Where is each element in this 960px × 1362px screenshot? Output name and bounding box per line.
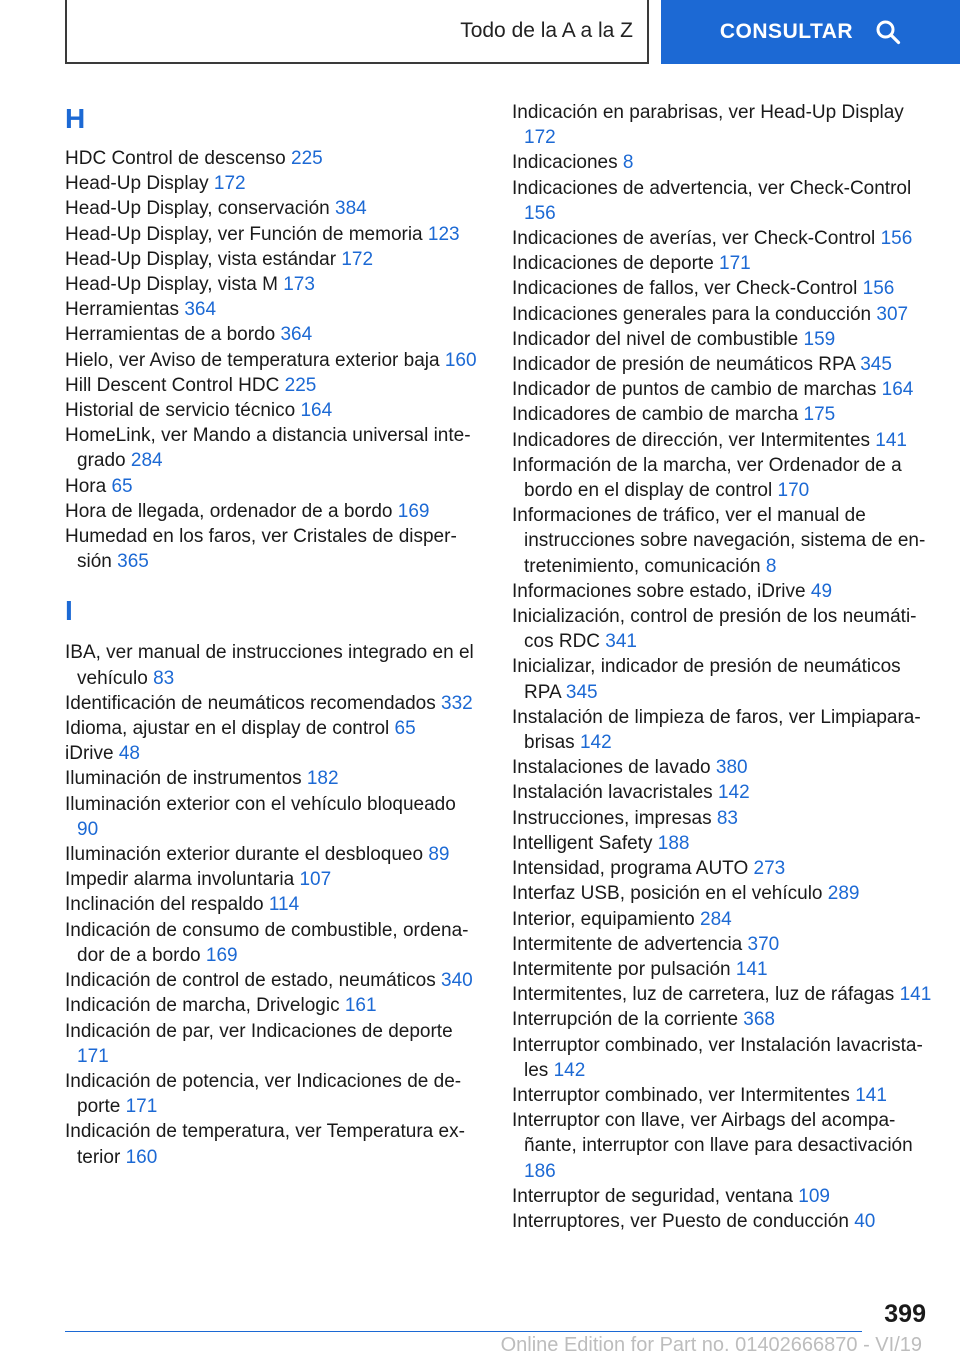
index-entry xyxy=(65,499,480,524)
index-entry xyxy=(512,1108,932,1184)
index-entry xyxy=(65,918,480,968)
section-letter: I xyxy=(65,595,73,627)
edition-footer: Online Edition for Part no. 01402666870 - VI/19 xyxy=(500,1334,922,1356)
index-entry xyxy=(65,322,480,347)
entry-text: Interruptor con llave, ver Airbags del acompañante, interruptor con llave para desactivación xyxy=(512,1110,913,1157)
page-link[interactable]: 141 xyxy=(875,429,907,451)
index-entry xyxy=(65,716,480,741)
index-entry xyxy=(512,806,932,831)
page-link[interactable]: 370 xyxy=(747,933,780,955)
page-link[interactable]: 89 xyxy=(428,844,450,866)
page-link[interactable]: 284 xyxy=(700,908,732,930)
entry-text: Instalación lavacristales xyxy=(512,782,713,804)
entry-text: Interior, equipamiento xyxy=(512,908,695,930)
page-link[interactable]: 83 xyxy=(153,667,175,689)
index-entry xyxy=(512,1184,932,1209)
page-link[interactable]: 114 xyxy=(268,894,300,916)
page-link[interactable]: 186 xyxy=(524,1160,556,1182)
page-link[interactable]: 141 xyxy=(855,1084,887,1106)
page-link[interactable]: 225 xyxy=(291,148,323,169)
page-link[interactable]: 345 xyxy=(565,681,598,703)
entry-text: Indicadores de cambio de marcha xyxy=(512,404,799,426)
page-link[interactable]: 83 xyxy=(716,807,738,829)
index-entry xyxy=(65,398,480,423)
index-entry xyxy=(512,1083,932,1108)
index-entry xyxy=(512,907,932,932)
page-link[interactable]: 332 xyxy=(441,692,473,714)
page-link[interactable]: 365 xyxy=(117,551,149,573)
entry-text: Interruptor combinado, ver Instalación lavacristales xyxy=(512,1034,923,1081)
index-entry xyxy=(65,373,480,398)
entry-text: Indicaciones xyxy=(512,152,618,174)
entry-text: Información de la marcha, ver Ordenador de a bordo en el display de control xyxy=(512,454,902,502)
entry-text: Interruptor de seguridad, ventana xyxy=(512,1185,793,1207)
index-entry xyxy=(512,428,932,453)
entry-text: Indicación en parabrisas, ver Head-Up Display xyxy=(512,102,904,123)
entry-text: Indicadores de dirección, ver Intermitentes xyxy=(512,429,871,451)
entry-text: Inicializar, indicador de presión de neumáticos RPA xyxy=(512,656,901,703)
entry-text: Informaciones de tráfico, ver el manual de instrucciones sobre navegación, sistema de entretenimiento, comunicación xyxy=(512,505,926,577)
entry-text: Instalaciones de lavado xyxy=(512,757,711,779)
page-link[interactable]: 156 xyxy=(862,278,895,300)
page-link[interactable]: 159 xyxy=(803,328,836,350)
entry-text: Herramientas de a bordo xyxy=(65,324,276,346)
index-entry xyxy=(65,146,480,171)
index-entry xyxy=(512,1033,932,1083)
page-link[interactable]: 225 xyxy=(284,374,317,396)
footer-divider xyxy=(65,1331,862,1332)
entry-text: Interrupción de la corriente xyxy=(512,1009,739,1031)
page-link[interactable]: 156 xyxy=(524,202,556,224)
page-link[interactable]: 182 xyxy=(306,768,339,790)
index-entry xyxy=(512,831,932,856)
page-link[interactable]: 172 xyxy=(524,127,556,149)
entry-text: Idioma, ajustar en el display de control xyxy=(65,718,390,740)
page-link[interactable]: 173 xyxy=(283,274,315,296)
entry-text: Indicación de potencia, ver Indicaciones de deporte xyxy=(65,1070,462,1118)
entry-text: Hill Descent Control HDC xyxy=(65,374,280,396)
entry-text: Indicador de puntos de cambio de marchas xyxy=(512,379,877,401)
entry-text: Indicaciones de deporte xyxy=(512,253,714,275)
page-link[interactable]: 164 xyxy=(300,400,333,422)
page-link[interactable]: 171 xyxy=(125,1096,158,1118)
index-entry xyxy=(512,453,932,503)
index-entry xyxy=(65,691,480,716)
index-entry xyxy=(512,957,932,982)
page-link[interactable]: 160 xyxy=(125,1146,158,1168)
page-link[interactable]: 49 xyxy=(810,580,833,602)
page-link[interactable]: 160 xyxy=(444,349,477,371)
index-entry xyxy=(512,881,932,906)
entry-text: Informaciones sobre estado, iDrive xyxy=(512,580,806,602)
page-link[interactable]: 384 xyxy=(335,198,367,220)
entry-text: Head-Up Display, conservación xyxy=(65,198,330,220)
page-link[interactable]: 8 xyxy=(622,152,634,174)
page-link[interactable]: 364 xyxy=(184,299,217,321)
index-entry xyxy=(65,1069,480,1119)
entry-text: Inicialización, control de presión de los neumáticos RDC xyxy=(512,606,917,653)
page-link[interactable]: 161 xyxy=(344,995,377,1017)
entry-text: Indicación de par, ver Indicaciones de deporte xyxy=(65,1020,453,1042)
entry-text: Hora xyxy=(65,475,107,497)
entry-text: Iluminación de instrumentos xyxy=(65,768,302,790)
consult-label: CONSULTAR xyxy=(719,20,854,43)
page-link[interactable]: 289 xyxy=(827,883,860,905)
entry-text: Head-Up Display, vista M xyxy=(65,274,278,296)
page-link[interactable]: 109 xyxy=(798,1185,830,1207)
entry-text: Head-Up Display, vista estándar xyxy=(65,248,337,270)
entry-text: Head-Up Display xyxy=(65,173,209,195)
entry-text: IBA, ver manual de instrucciones integrado en el vehículo xyxy=(65,642,474,689)
index-entry xyxy=(512,176,932,226)
entry-text: Indicador del nivel de combustible xyxy=(512,328,799,350)
page-link[interactable]: 164 xyxy=(881,379,914,401)
index-entry xyxy=(65,867,480,892)
index-entry xyxy=(512,402,932,427)
az-index-tab[interactable] xyxy=(65,0,649,64)
page-link[interactable]: 380 xyxy=(715,757,748,779)
page-link[interactable]: 48 xyxy=(118,743,140,765)
index-entry xyxy=(65,222,480,247)
index-entry xyxy=(512,276,932,301)
index-entry xyxy=(512,705,932,755)
page-link[interactable]: 170 xyxy=(777,480,810,502)
page-link[interactable]: 172 xyxy=(213,173,246,195)
page-link[interactable]: 107 xyxy=(299,869,332,891)
index-entry xyxy=(65,247,480,272)
index-entry xyxy=(65,640,480,690)
entry-text: Intensidad, programa AUTO xyxy=(512,858,749,880)
index-entry xyxy=(65,196,480,221)
entry-text: Hora de llegada, ordenador de a bordo xyxy=(65,500,393,522)
index-entry xyxy=(512,982,932,1007)
index-entry xyxy=(65,842,480,867)
index-entry xyxy=(65,1019,480,1069)
index-entry xyxy=(65,1119,480,1169)
index-entry xyxy=(512,100,932,150)
index-entry xyxy=(512,755,932,780)
index-entry xyxy=(65,474,480,499)
entry-text: Intermitente de advertencia xyxy=(512,933,743,955)
page-link[interactable]: 284 xyxy=(130,450,163,472)
entry-text: Historial de servicio técnico xyxy=(65,400,296,422)
index-entry xyxy=(65,423,480,473)
entry-text: Indicación de temperatura, ver Temperatura exterior xyxy=(65,1121,465,1168)
index-entry xyxy=(512,150,932,175)
index-entry xyxy=(65,272,480,297)
page-link[interactable]: 345 xyxy=(860,354,892,376)
index-entry xyxy=(65,766,480,791)
index-entry xyxy=(65,348,480,373)
top-navigation xyxy=(0,0,960,66)
entry-text: Indicaciones de fallos, ver Check-Control xyxy=(512,278,858,300)
page-link[interactable]: 364 xyxy=(280,324,313,346)
consult-button[interactable] xyxy=(661,0,960,64)
page-link[interactable]: 188 xyxy=(657,832,690,854)
entry-text: Indicaciones de averías, ver Check-Control xyxy=(512,228,876,250)
entry-text: Herramientas xyxy=(65,299,180,321)
index-entry xyxy=(65,171,480,196)
entry-text: Humedad en los faros, ver Cristales de dispersión xyxy=(65,526,457,573)
entry-text: Indicaciones de advertencia, ver Check-Control xyxy=(512,177,912,199)
index-entry xyxy=(512,226,932,251)
entry-text: Indicaciones generales para la conducción xyxy=(512,303,872,325)
page-link[interactable]: 141 xyxy=(899,984,932,1006)
entry-text: Iluminación exterior durante el desbloqueo xyxy=(65,844,424,866)
entry-text: Indicación de control de estado, neumáticos xyxy=(65,970,436,992)
index-entry xyxy=(512,302,932,327)
index-entry xyxy=(512,1209,932,1234)
entry-text: Impedir alarma involuntaria xyxy=(65,869,295,891)
page-link[interactable]: 156 xyxy=(880,228,913,250)
entry-text: Inclinación del respaldo xyxy=(65,894,264,916)
index-entry xyxy=(65,993,480,1018)
entry-text: Interruptores, ver Puesto de conducción xyxy=(512,1210,849,1232)
index-entry xyxy=(512,654,932,704)
entry-text: Instrucciones, impresas xyxy=(512,807,712,829)
page-link[interactable]: 142 xyxy=(717,782,750,804)
entry-text: Interruptor combinado, ver Intermitentes xyxy=(512,1084,850,1106)
index-entry xyxy=(65,892,480,917)
index-entry xyxy=(65,741,480,766)
page-link[interactable]: 40 xyxy=(854,1210,876,1232)
page-link[interactable]: 341 xyxy=(605,631,637,653)
page-link[interactable]: 169 xyxy=(397,500,430,522)
page-link[interactable]: 273 xyxy=(753,858,786,880)
section-letter: H xyxy=(65,103,86,134)
page-link[interactable]: 142 xyxy=(579,732,612,754)
page-link[interactable]: 175 xyxy=(803,404,836,426)
entry-text: HDC Control de descenso xyxy=(65,148,286,169)
entry-text: iDrive xyxy=(65,743,114,765)
page-link[interactable]: 171 xyxy=(719,253,751,275)
index-entry xyxy=(512,251,932,276)
page-link[interactable]: 307 xyxy=(876,303,909,325)
page-link[interactable]: 8 xyxy=(765,555,777,577)
entry-text: Indicador de presión de neumáticos RPA xyxy=(512,354,855,376)
index-column-right xyxy=(512,100,932,1234)
page-link[interactable]: 340 xyxy=(441,970,473,992)
index-entry xyxy=(512,579,932,604)
index-entry xyxy=(512,780,932,805)
entry-text: Intelligent Safety xyxy=(512,832,653,854)
entry-text: HomeLink, ver Mando a distancia universal integrado xyxy=(65,425,471,472)
entry-text: Interfaz USB, posición en el vehículo xyxy=(512,883,823,905)
page-link[interactable]: 171 xyxy=(77,1045,109,1067)
index-entry xyxy=(65,792,480,842)
entry-text: Iluminación exterior con el vehículo bloqueado xyxy=(65,793,456,815)
entry-text: Head-Up Display, ver Función de memoria xyxy=(65,223,423,245)
page-link[interactable]: 65 xyxy=(394,718,416,740)
index-entry xyxy=(65,297,480,322)
entry-text: Indicación de marcha, Drivelogic xyxy=(65,995,340,1017)
page-link[interactable]: 368 xyxy=(743,1009,775,1031)
index-entry xyxy=(512,352,932,377)
page-link[interactable]: 142 xyxy=(553,1059,586,1081)
index-entry xyxy=(512,327,932,352)
entry-text: Intermitentes, luz de carretera, luz de ráfagas xyxy=(512,984,895,1006)
entry-text: Identificación de neumáticos recomendados xyxy=(65,692,436,714)
entry-text: Instalación de limpieza de faros, ver Limpiaparabrisas xyxy=(512,706,921,754)
magnifier-icon xyxy=(875,19,901,45)
index-entry xyxy=(65,524,480,574)
entry-text: Intermitente por pulsación xyxy=(512,958,731,980)
page-link[interactable]: 123 xyxy=(427,223,460,245)
page-link[interactable]: 169 xyxy=(205,944,238,966)
index-entry xyxy=(512,932,932,957)
index-entry xyxy=(512,377,932,402)
index-entry xyxy=(512,503,932,579)
entry-text: Hielo, ver Aviso de temperatura exterior baja xyxy=(65,349,440,371)
index-entry xyxy=(65,968,480,993)
entry-text: Indicación de consumo de combustible, ordenador de a bordo xyxy=(65,919,469,966)
page-link[interactable]: 141 xyxy=(735,958,768,980)
page-link[interactable]: 172 xyxy=(341,248,374,270)
page-number: 399 xyxy=(884,1300,926,1328)
page-link[interactable]: 90 xyxy=(77,818,99,840)
az-index-label: Todo de la A a la Z xyxy=(460,19,633,42)
page-link[interactable]: 65 xyxy=(111,475,133,497)
index-column-left xyxy=(65,96,480,1170)
index-entry xyxy=(512,856,932,881)
index-entry xyxy=(512,1007,932,1032)
index-entry xyxy=(512,604,932,654)
